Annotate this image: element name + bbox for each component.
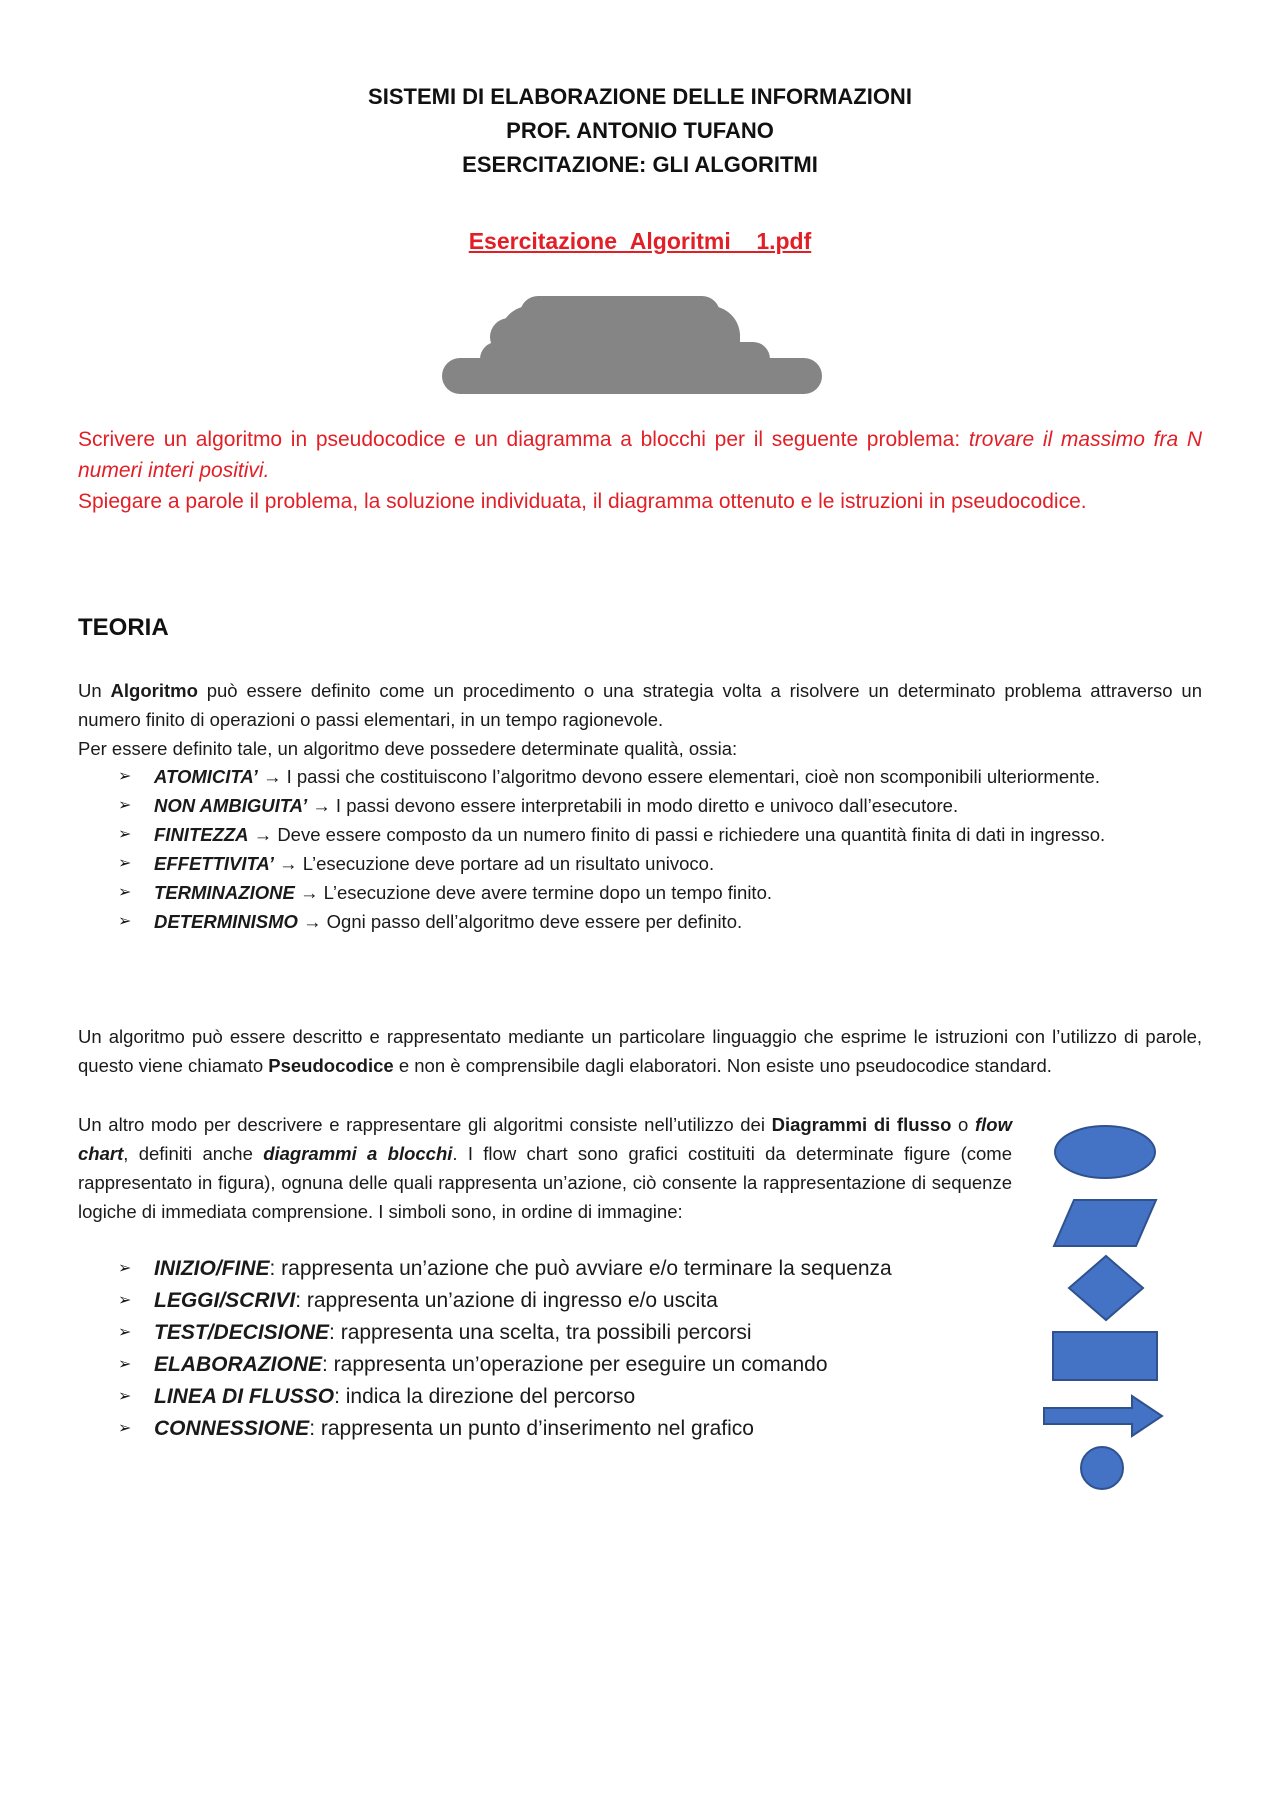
process-rectangle-icon bbox=[1053, 1332, 1157, 1380]
list-item: ➢ FINITEZZA → Deve essere composto da un numero finito di passi e richiedere una quantità finita di dati in ingresso. bbox=[78, 820, 1202, 849]
term-flow-chart: flow chart bbox=[78, 1114, 1012, 1164]
list-item: ➢ ELABORAZIONE: rappresenta un’operazione per eseguire un comando bbox=[78, 1349, 1012, 1381]
arrow-bullet-icon: ➢ bbox=[118, 884, 132, 901]
list-item: ➢ NON AMBIGUITA’ → I passi devono essere interpretabili in modo diretto e univoco dall’esecutore. bbox=[78, 791, 1202, 820]
qualities-intro: Per essere definito tale, un algoritmo deve possedere determinate qualità, ossia: bbox=[78, 738, 738, 759]
arrow-bullet-icon: ➢ bbox=[118, 1356, 132, 1373]
flowchart-symbols-list bbox=[78, 1253, 1012, 1445]
list-item: ➢ TEST/DECISIONE: rappresenta una scelta, tra possibili percorsi bbox=[78, 1317, 1012, 1349]
pdf-filename-link[interactable]: Esercitazione_Algoritmi__1.pdf bbox=[468, 228, 812, 254]
redaction-scribble bbox=[440, 292, 840, 402]
connector-circle-icon bbox=[1081, 1447, 1123, 1489]
list-item: ➢ DETERMINISMO → Ogni passo dell’algoritmo deve essere per definito. bbox=[78, 907, 1202, 936]
flow-line-arrow-icon bbox=[1044, 1396, 1162, 1436]
assignment-paragraph-1: Scrivere un algoritmo in pseudocodice e un diagramma a blocchi per il seguente problema: trovare il massimo fra N numeri interi positivi. bbox=[78, 428, 1202, 482]
arrow-bullet-icon: ➢ bbox=[118, 913, 132, 930]
flowchart-symbols-figure bbox=[1040, 1120, 1180, 1500]
list-item: ➢ LEGGI/SCRIVI: rappresenta un’azione di ingresso e/o uscita bbox=[78, 1285, 1012, 1317]
header-exercise: ESERCITAZIONE: GLI ALGORITMI bbox=[462, 152, 818, 177]
arrow-bullet-icon: ➢ bbox=[118, 768, 132, 785]
input-output-parallelogram-icon bbox=[1054, 1200, 1156, 1246]
intro-paragraph: Un Algoritmo può essere definito come un procedimento o una strategia volta a risolvere un determinato problema attraverso un numero finito di operazioni o passi elementari, in un tempo ragionevole. Per essere definito tale, un algoritmo deve possedere determinate qualità, ossia: bbox=[78, 676, 1202, 763]
assignment-paragraph-2: Spiegare a parole il problema, la soluzione individuata, il diagramma ottenuto e le istruzioni in pseudocodice. bbox=[78, 490, 1087, 513]
term-pseudocodice: Pseudocodice bbox=[268, 1055, 394, 1076]
header-course: SISTEMI DI ELABORAZIONE DELLE INFORMAZIONI bbox=[368, 84, 912, 109]
list-item: ➢ TERMINAZIONE → L’esecuzione deve avere termine dopo un tempo finito. bbox=[78, 878, 1202, 907]
arrow-bullet-icon: ➢ bbox=[118, 855, 132, 872]
flowchart-paragraph: Un altro modo per descrivere e rappresentare gli algoritmi consiste nell’utilizzo dei Diagrammi di flusso o flow chart, definiti anche diagrammi a blocchi. I flow chart sono grafici costituiti da determinate figure (come rappresentato in figura), ognuna delle quali rappresenta un’azione, ciò consente la rappresentazione di sequenze logiche di immediata comprensione. I simboli sono, in ordine di immagine: bbox=[78, 1114, 1012, 1222]
pseudocode-paragraph: Un algoritmo può essere descritto e rappresentato mediante un particolare linguaggio che esprime le istruzioni con l’utilizzo di parole, questo viene chiamato Pseudocodice e non è comprensibile dagli elaboratori. Non esiste uno pseudocodice standard. bbox=[78, 1026, 1202, 1076]
decision-diamond-icon bbox=[1069, 1256, 1143, 1320]
arrow-bullet-icon: ➢ bbox=[118, 1324, 132, 1341]
arrow-bullet-icon: ➢ bbox=[118, 826, 132, 843]
start-end-oval-icon bbox=[1055, 1126, 1155, 1178]
arrow-bullet-icon: ➢ bbox=[118, 1388, 132, 1405]
term-diagrammi-a-blocchi: diagrammi a blocchi bbox=[263, 1143, 453, 1164]
term-diagrammi-di-flusso: Diagrammi di flusso bbox=[771, 1114, 952, 1135]
qualities-list bbox=[78, 762, 1202, 936]
list-item: ➢ CONNESSIONE: rappresenta un punto d’inserimento nel grafico bbox=[78, 1413, 1012, 1445]
arrow-bullet-icon: ➢ bbox=[118, 1420, 132, 1437]
header-professor: PROF. ANTONIO TUFANO bbox=[506, 118, 774, 143]
list-item: ➢ INIZIO/FINE: rappresenta un’azione che può avviare e/o terminare la sequenza bbox=[78, 1253, 1012, 1285]
arrow-bullet-icon: ➢ bbox=[118, 1260, 132, 1277]
list-item: ➢ LINEA DI FLUSSO: indica la direzione del percorso bbox=[78, 1381, 1012, 1413]
problem-statement: trovare il massimo fra N numeri interi positivi. bbox=[78, 428, 1202, 482]
arrow-bullet-icon: ➢ bbox=[118, 797, 132, 814]
section-heading-teoria: TEORIA bbox=[78, 614, 169, 641]
assignment-text bbox=[78, 424, 1202, 517]
arrow-bullet-icon: ➢ bbox=[118, 1292, 132, 1309]
document-header bbox=[0, 80, 1280, 182]
list-item: ➢ ATOMICITA’ → I passi che costituiscono l’algoritmo devono essere elementari, cioè non scomponibili ulteriormente. bbox=[78, 762, 1202, 791]
list-item: ➢ EFFETTIVITA’ → L’esecuzione deve portare ad un risultato univoco. bbox=[78, 849, 1202, 878]
term-algoritmo: Algoritmo bbox=[110, 680, 198, 701]
